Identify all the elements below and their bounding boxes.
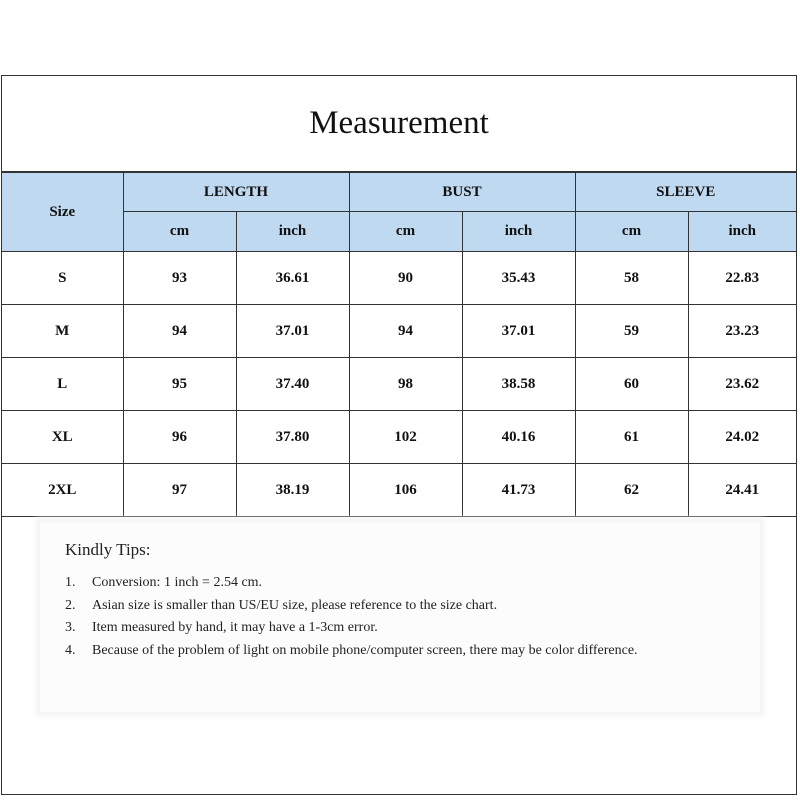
measurement-cell: 106 (349, 464, 462, 517)
tip-text: Asian size is smaller than US/EU size, please reference to the size chart. (92, 597, 498, 613)
measurement-cell: 96 (123, 411, 236, 464)
tips-title: Kindly Tips: (65, 540, 151, 559)
measurement-cell: 102 (349, 411, 462, 464)
bust-group-header: BUST (349, 173, 575, 212)
tip-number: 4. (65, 642, 76, 658)
measurement-cell: 95 (123, 358, 236, 411)
size-label-cell: XL (2, 411, 123, 464)
size-column-header: Size (2, 173, 123, 252)
tip-item (65, 572, 715, 595)
unit-header: cm (349, 212, 462, 252)
unit-header: inch (236, 212, 349, 252)
measurement-cell: 36.61 (236, 252, 349, 305)
measurement-cell: 41.73 (462, 464, 575, 517)
measurement-chart (1, 75, 797, 795)
measurement-cell: 59 (575, 305, 688, 358)
unit-header: inch (462, 212, 575, 252)
kindly-tips-box (40, 522, 760, 712)
measurement-cell: 37.40 (236, 358, 349, 411)
measurement-cell: 40.16 (462, 411, 575, 464)
measurement-cell: 97 (123, 464, 236, 517)
measurement-cell: 23.23 (688, 305, 796, 358)
measurement-cell: 38.58 (462, 358, 575, 411)
measurement-cell: 61 (575, 411, 688, 464)
measurement-cell: 23.62 (688, 358, 796, 411)
measurement-cell: 90 (349, 252, 462, 305)
table-row (2, 305, 796, 358)
measurement-cell: 93 (123, 252, 236, 305)
table-row (2, 358, 796, 411)
tip-text: Item measured by hand, it may have a 1-3cm error. (92, 620, 378, 635)
table-row (2, 411, 796, 464)
tips-list (65, 572, 715, 662)
tip-item (65, 617, 715, 640)
measurement-cell: 37.01 (236, 305, 349, 358)
unit-header: cm (575, 212, 688, 252)
size-label-cell: 2XL (2, 464, 123, 517)
chart-title: Measurement (2, 76, 796, 172)
measurement-cell: 62 (575, 464, 688, 517)
tip-item (65, 595, 715, 618)
tip-text: Because of the problem of light on mobile phone/computer screen, there may be color difference. (92, 642, 638, 658)
measurement-cell: 37.80 (236, 411, 349, 464)
table-row (2, 464, 796, 517)
tip-item (65, 640, 715, 663)
tip-number: 3. (65, 620, 76, 635)
tip-text: Conversion: 1 inch = 2.54 cm. (92, 575, 263, 590)
size-label-cell: M (2, 305, 123, 358)
measurement-cell: 60 (575, 358, 688, 411)
size-table (2, 172, 796, 517)
size-label-cell: S (2, 252, 123, 305)
unit-header: cm (123, 212, 236, 252)
measurement-cell: 98 (349, 358, 462, 411)
measurement-cell: 24.41 (688, 464, 796, 517)
measurement-cell: 94 (123, 305, 236, 358)
measurement-cell: 37.01 (462, 305, 575, 358)
measurement-cell: 94 (349, 305, 462, 358)
measurement-cell: 22.83 (688, 252, 796, 305)
table-header-row (2, 173, 796, 212)
measurement-cell: 35.43 (462, 252, 575, 305)
measurement-cell: 38.19 (236, 464, 349, 517)
table-row (2, 252, 796, 305)
tip-number: 2. (65, 597, 76, 613)
measurement-cell: 24.02 (688, 411, 796, 464)
tip-number: 1. (65, 575, 76, 590)
length-group-header: LENGTH (123, 173, 349, 212)
unit-header: inch (688, 212, 796, 252)
sleeve-group-header: SLEEVE (575, 173, 796, 212)
size-label-cell: L (2, 358, 123, 411)
measurement-cell: 58 (575, 252, 688, 305)
